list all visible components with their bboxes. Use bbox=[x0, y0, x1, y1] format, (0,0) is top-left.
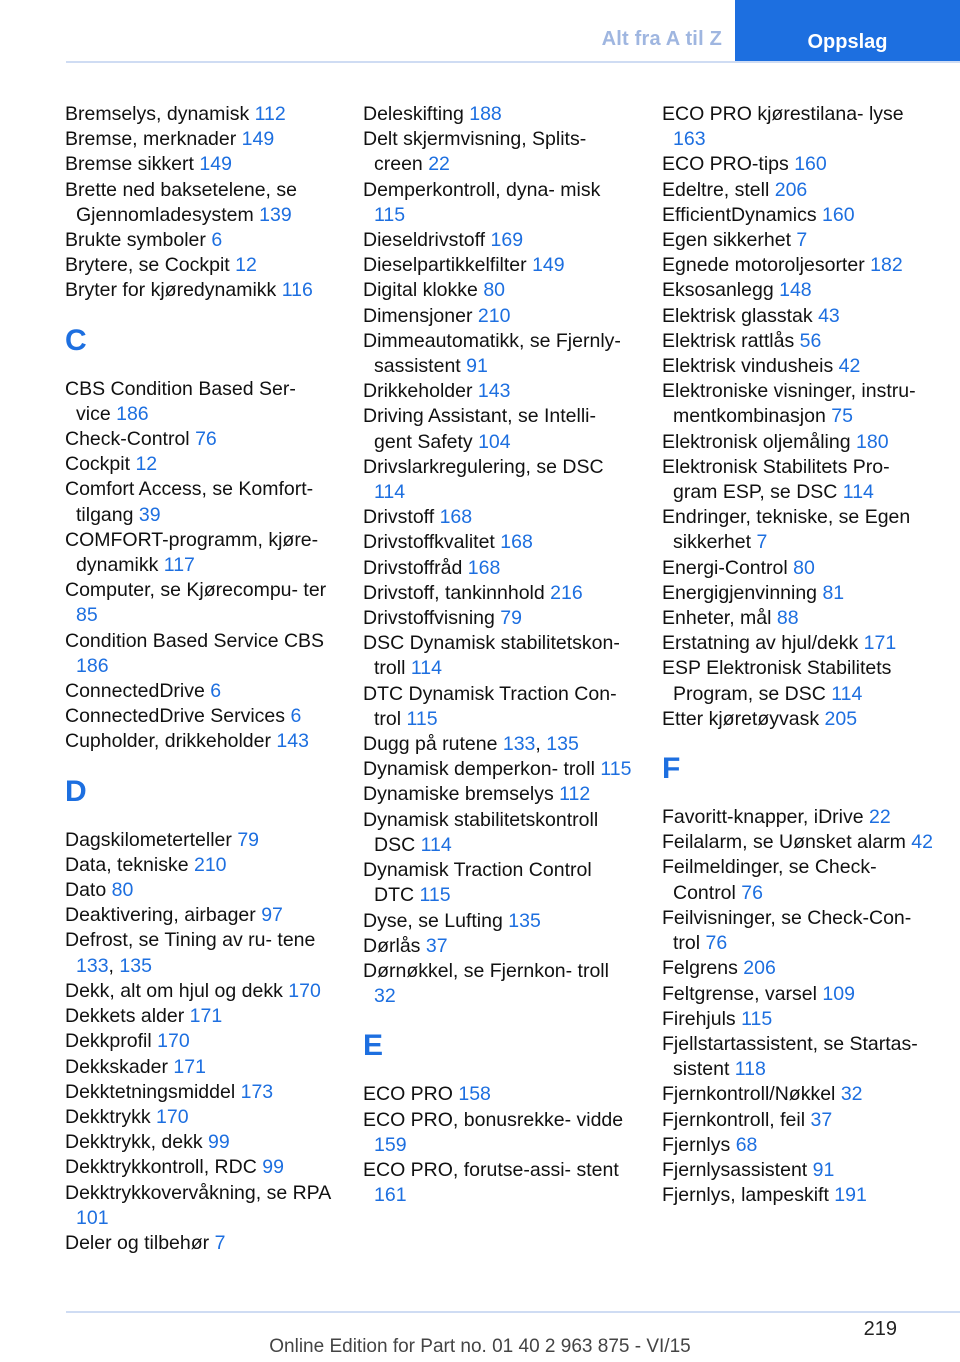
page-reference-link[interactable]: 210 bbox=[477, 304, 511, 327]
page-reference-link[interactable]: 168 bbox=[439, 506, 473, 529]
page-reference-link[interactable]: 186 bbox=[116, 402, 149, 425]
index-term: Elektronisk Stabilitets Pro‐ gram ESP, se DSC bbox=[662, 455, 890, 504]
index-term: Dimmeautomatikk, se Fjernly‐ sassistent bbox=[363, 329, 621, 378]
index-term: Fjernkontroll/Nøkkel bbox=[662, 1083, 836, 1106]
index-entry bbox=[662, 1158, 934, 1183]
page-reference-link[interactable]: 133 bbox=[502, 733, 536, 756]
page-reference-link[interactable]: 76 bbox=[195, 428, 217, 451]
page-reference-link[interactable]: 81 bbox=[822, 581, 845, 604]
index-entry bbox=[65, 278, 335, 303]
index-entry bbox=[65, 102, 335, 127]
index-term: Feilalarm, se Uønsket alarm bbox=[662, 831, 906, 854]
page-reference-link[interactable]: 161 bbox=[374, 1184, 407, 1207]
page-reference-link[interactable]: 168 bbox=[500, 531, 533, 554]
index-entry bbox=[662, 606, 934, 631]
index-entry bbox=[662, 203, 934, 228]
page-reference-link[interactable]: 80 bbox=[793, 556, 815, 579]
index-entry: Defrost, se Tining av ru‐ tene 133, 135 bbox=[65, 929, 316, 977]
page-reference-link[interactable]: 68 bbox=[735, 1133, 758, 1156]
page-reference-link[interactable]: 159 bbox=[374, 1133, 407, 1156]
index-term: Enheter, mål bbox=[662, 607, 772, 630]
page-reference-link[interactable]: 56 bbox=[799, 329, 822, 352]
page-reference-link[interactable]: 99 bbox=[208, 1131, 230, 1154]
index-entry bbox=[363, 178, 633, 228]
page-reference-link[interactable]: 12 bbox=[235, 254, 257, 277]
index-entry bbox=[363, 127, 633, 177]
index-term: Delt skjermvisning, Splits‐ creen bbox=[363, 128, 587, 176]
page-reference-link[interactable]: 148 bbox=[779, 279, 812, 302]
index-entry bbox=[363, 934, 633, 959]
page-reference-link[interactable]: 180 bbox=[856, 430, 889, 453]
page-reference-link[interactable]: 114 bbox=[374, 481, 406, 504]
index-entry bbox=[662, 430, 934, 455]
index-entry bbox=[662, 505, 934, 555]
index-entry bbox=[363, 682, 633, 732]
index-term: Deler og tilbehør bbox=[65, 1231, 210, 1254]
page-reference-link[interactable]: 216 bbox=[550, 581, 583, 604]
page-reference-link[interactable]: 160 bbox=[794, 153, 827, 176]
section-title: Alt fra A til Z bbox=[601, 28, 722, 50]
index-term: Brukte symboler bbox=[65, 229, 206, 252]
index-term: Digital klokke bbox=[363, 279, 478, 302]
index-entry bbox=[65, 878, 335, 903]
index-term: Dynamisk demperkon‐ troll bbox=[363, 758, 595, 781]
index-term: Dekkprofil bbox=[65, 1030, 152, 1053]
index-term: Drivstoffvisning bbox=[363, 607, 495, 630]
page-reference-link[interactable]: 37 bbox=[425, 934, 448, 957]
page-reference-link[interactable]: 115 bbox=[406, 707, 438, 730]
page-reference-link[interactable]: 149 bbox=[241, 128, 275, 151]
page-reference-link[interactable]: 6 bbox=[290, 705, 302, 728]
index-term: Dynamiske bremselys bbox=[363, 783, 554, 806]
page-reference-link[interactable]: 7 bbox=[796, 229, 808, 252]
index-term: ECO PRO kjørestilana‐ lyse bbox=[662, 103, 904, 125]
page-reference-link[interactable]: 118 bbox=[734, 1058, 766, 1081]
page-reference-link[interactable]: 104 bbox=[478, 430, 511, 453]
page-reference-link[interactable]: 114 bbox=[410, 657, 442, 680]
page-reference-link[interactable]: 170 bbox=[288, 979, 321, 1002]
page-header bbox=[0, 0, 960, 62]
index-entry bbox=[662, 1007, 934, 1032]
index-term: Dimensjoner bbox=[363, 304, 473, 327]
page-reference-link[interactable]: 171 bbox=[189, 1005, 223, 1028]
page-reference-link[interactable]: 91 bbox=[812, 1158, 835, 1181]
page-number: 219 bbox=[863, 1318, 897, 1340]
index-term: Etter kjøretøyvask bbox=[662, 707, 820, 730]
index-term: Dekktrykkovervåkning, se RPA bbox=[65, 1181, 331, 1204]
index-entry bbox=[65, 853, 335, 878]
index-entry bbox=[363, 782, 633, 807]
index-term: Bremse, merknader bbox=[65, 128, 237, 151]
page-reference-link[interactable]: 22 bbox=[869, 806, 891, 829]
chapter-tab[interactable]: Oppslag bbox=[735, 0, 960, 62]
index-term: Feilvisninger, se Check-Con‐ trol bbox=[662, 906, 912, 955]
page-reference-link[interactable]: 99 bbox=[262, 1156, 284, 1179]
index-entry bbox=[65, 178, 335, 228]
index-term: Drivstoffråd bbox=[363, 556, 463, 579]
index-term: ECO PRO-tips bbox=[662, 153, 789, 176]
page-reference-link[interactable]: 163 bbox=[673, 128, 706, 151]
index-term: Fjellstartassistent, se Startas‐ sistent bbox=[662, 1032, 918, 1081]
index-entry bbox=[363, 1082, 633, 1107]
index-term: Drivstoff bbox=[363, 506, 435, 529]
page-reference-link[interactable]: 114 bbox=[831, 682, 863, 705]
page-reference-link[interactable]: 210 bbox=[193, 853, 227, 876]
page-reference-link[interactable]: 79 bbox=[500, 607, 522, 630]
page-reference-link[interactable]: 186 bbox=[76, 654, 109, 677]
index-entry bbox=[65, 1105, 335, 1130]
index-column-3 bbox=[662, 102, 934, 1208]
index-entry bbox=[65, 1155, 335, 1180]
index-term: Endringer, tekniske, se Egen sikkerhet bbox=[662, 506, 911, 554]
index-term: ECO PRO, forutse-assi‐ stent bbox=[363, 1158, 619, 1181]
index-term: DSC Dynamisk stabilitetskon‐ troll bbox=[363, 632, 620, 680]
page-reference-link[interactable]: 116 bbox=[281, 279, 313, 302]
index-term: Dieselpartikkelfilter bbox=[363, 254, 527, 277]
index-entry bbox=[65, 903, 335, 928]
index-entry bbox=[363, 404, 633, 454]
page-reference-link[interactable]: 42 bbox=[911, 831, 933, 854]
index-entry bbox=[662, 455, 934, 505]
index-term: Dørnøkkel, se Fjernkon‐ troll bbox=[363, 959, 609, 982]
index-entry bbox=[662, 956, 934, 981]
index-term: Dekk, alt om hjul og dekk bbox=[65, 979, 283, 1002]
page-reference-link[interactable]: 12 bbox=[135, 453, 158, 476]
page-reference-link[interactable]: 112 bbox=[559, 783, 591, 806]
index-term: Comfort Access, se Komfort‐ tilgang bbox=[65, 478, 314, 526]
index-column-1 bbox=[65, 102, 335, 1256]
index-letter-heading: C bbox=[65, 323, 87, 357]
page-reference-link[interactable]: 22 bbox=[428, 153, 450, 176]
index-term: Driving Assistant, se Intelli‐ gent Safety bbox=[363, 405, 597, 453]
index-term: EfficientDynamics bbox=[662, 203, 817, 226]
index-entry bbox=[363, 329, 633, 379]
page-reference-link[interactable]: 115 bbox=[374, 203, 406, 226]
index-entry bbox=[662, 982, 934, 1007]
page-reference-link[interactable]: 43 bbox=[818, 304, 840, 327]
index-entry bbox=[363, 1108, 633, 1158]
page-reference-link[interactable]: 80 bbox=[483, 279, 506, 302]
index-entry bbox=[662, 1108, 934, 1133]
index-term: Elektroniske visninger, instru‐ mentkombinasjon bbox=[662, 380, 916, 428]
header-divider bbox=[66, 61, 960, 63]
index-term: Fjernlysassistent bbox=[662, 1158, 808, 1181]
index-entry bbox=[65, 253, 335, 278]
index-term: Dyse, se Lufting bbox=[363, 909, 503, 932]
index-term: Defrost, se Tining av ru‐ tene bbox=[65, 929, 316, 952]
index-term: Dieseldrivstoff bbox=[363, 229, 486, 252]
edition-footer: Online Edition for Part no. 01 40 2 963 875 - VI/15 bbox=[269, 1336, 691, 1357]
index-term: Elektrisk glasstak bbox=[662, 304, 813, 327]
index-entry bbox=[363, 581, 633, 606]
page-reference-link[interactable]: 115 bbox=[600, 758, 632, 781]
index-entry bbox=[65, 729, 335, 754]
index-entry bbox=[65, 1055, 335, 1080]
index-entry bbox=[363, 102, 633, 127]
index-entry bbox=[65, 377, 335, 427]
index-term: Eksosanlegg bbox=[662, 279, 774, 302]
index-term: Fjernkontroll, feil bbox=[662, 1108, 806, 1131]
page-reference-link[interactable]: 135 bbox=[546, 733, 579, 756]
index-entry bbox=[363, 253, 633, 278]
page-reference-link[interactable]: 168 bbox=[467, 556, 501, 579]
page-reference-link[interactable]: 80 bbox=[111, 879, 134, 902]
index-term: Elektrisk vindusheis bbox=[662, 355, 834, 378]
index-term: Dynamisk stabilitetskontroll DSC bbox=[363, 808, 599, 856]
index-entry bbox=[65, 127, 335, 152]
index-letter-heading: D bbox=[65, 774, 87, 808]
index-entry bbox=[363, 808, 633, 858]
index-entry bbox=[662, 656, 934, 706]
page-reference-link[interactable]: 32 bbox=[374, 985, 396, 1008]
index-term: Egen sikkerhet bbox=[662, 229, 791, 252]
index-term: DTC Dynamisk Traction Con‐ trol bbox=[363, 682, 617, 730]
index-entry bbox=[363, 959, 633, 1009]
footer-divider bbox=[66, 1311, 960, 1313]
index-letter-heading: F bbox=[662, 752, 681, 786]
index-entry bbox=[363, 556, 633, 581]
page-reference-link[interactable]: 135 bbox=[508, 909, 541, 932]
index-term: Dagskilometerteller bbox=[65, 828, 232, 851]
index-entry bbox=[662, 178, 934, 203]
index-term: Brette ned baksetelene, se Gjennomladesystem bbox=[65, 178, 297, 226]
page-reference-link[interactable]: 76 bbox=[741, 881, 763, 904]
index-entry bbox=[65, 152, 335, 177]
index-term: Elektrisk rattlås bbox=[662, 329, 795, 352]
page-reference-link[interactable]: 117 bbox=[163, 554, 195, 577]
index-entry bbox=[65, 629, 335, 679]
index-term: Dekkskader bbox=[65, 1055, 168, 1078]
index-term: Feltgrense, varsel bbox=[662, 982, 817, 1005]
index-term: Feilmeldinger, se Check- Control bbox=[662, 856, 877, 904]
index-term: Cupholder, drikkeholder bbox=[65, 730, 271, 753]
page-reference-link[interactable]: 170 bbox=[157, 1030, 190, 1053]
page-reference-link[interactable]: 169 bbox=[490, 229, 524, 252]
index-entry bbox=[65, 477, 335, 527]
index-entry bbox=[65, 679, 335, 704]
page-reference-link[interactable]: 115 bbox=[419, 884, 451, 907]
page-reference-link[interactable]: 191 bbox=[834, 1184, 867, 1207]
index-term: Computer, se Kjørecompu‐ ter bbox=[65, 579, 327, 602]
page-reference-link[interactable]: 158 bbox=[458, 1083, 491, 1106]
page-reference-link[interactable]: 91 bbox=[466, 355, 488, 378]
page-reference-link[interactable]: 149 bbox=[532, 254, 565, 277]
page-reference-link[interactable]: 135 bbox=[119, 954, 152, 977]
index-term: ECO PRO bbox=[363, 1083, 453, 1106]
index-entry bbox=[662, 304, 934, 329]
index-term: Dekktrykk, dekk bbox=[65, 1131, 203, 1154]
index-term: COMFORT-programm, kjøre‐ dynamikk bbox=[65, 528, 319, 577]
index-entry bbox=[65, 1130, 335, 1155]
index-term: Firehjuls bbox=[662, 1007, 736, 1030]
index-entry bbox=[662, 855, 934, 905]
page-reference-link[interactable]: 112 bbox=[254, 103, 286, 125]
index-entry bbox=[363, 379, 633, 404]
page-reference-link[interactable]: 188 bbox=[469, 103, 502, 125]
index-term: Dekktetningsmiddel bbox=[65, 1080, 236, 1103]
page-reference-link[interactable]: 115 bbox=[741, 1007, 773, 1030]
index-term: Bremselys, dynamisk bbox=[65, 103, 250, 125]
page-reference-link[interactable]: 171 bbox=[863, 632, 897, 655]
index-entry bbox=[662, 631, 934, 656]
index-entry bbox=[65, 528, 335, 578]
index-entry bbox=[363, 304, 633, 329]
index-term: Egnede motoroljesorter bbox=[662, 254, 865, 277]
page-reference-link[interactable]: 37 bbox=[810, 1108, 833, 1131]
index-term: Drikkeholder bbox=[363, 380, 473, 403]
index-term: Drivslarkregulering, se DSC bbox=[363, 455, 604, 478]
page-reference-link[interactable]: 7 bbox=[756, 531, 768, 554]
index-entry bbox=[662, 581, 934, 606]
page-reference-link[interactable]: 85 bbox=[76, 604, 98, 627]
page-reference-link[interactable]: 205 bbox=[824, 707, 858, 730]
index-term: Dynamisk Traction Control DTC bbox=[363, 859, 592, 907]
page-reference-link[interactable]: 114 bbox=[420, 833, 452, 856]
page-reference-link[interactable]: 79 bbox=[237, 828, 260, 851]
index-term: Data, tekniske bbox=[65, 853, 189, 876]
page-reference-link[interactable]: 97 bbox=[261, 904, 283, 927]
index-entry bbox=[662, 906, 934, 956]
index-entry bbox=[363, 278, 633, 303]
index-entry bbox=[662, 805, 934, 830]
page-reference-link[interactable]: 206 bbox=[743, 957, 776, 980]
index-term: Fjernlys bbox=[662, 1133, 731, 1156]
page-reference-link[interactable]: 7 bbox=[214, 1231, 226, 1254]
index-term: Drivstoff, tankinnhold bbox=[363, 581, 545, 604]
page-reference-link[interactable]: 171 bbox=[173, 1055, 206, 1078]
page-reference-link[interactable]: 143 bbox=[477, 380, 511, 403]
index-entry bbox=[662, 152, 934, 177]
index-column-2 bbox=[363, 102, 633, 1208]
index-entry bbox=[363, 606, 633, 631]
page-reference-link[interactable]: 133 bbox=[76, 954, 109, 977]
index-entry bbox=[363, 455, 633, 505]
index-term: ECO PRO, bonusrekke‐ vidde bbox=[363, 1108, 624, 1131]
page-reference-link[interactable]: 182 bbox=[870, 254, 903, 277]
page-reference-link[interactable]: 143 bbox=[276, 730, 309, 753]
index-letter-heading: E bbox=[363, 1029, 384, 1063]
page-reference-link[interactable]: 170 bbox=[156, 1105, 189, 1128]
page-reference-link[interactable]: 109 bbox=[822, 982, 855, 1005]
index-term: ConnectedDrive bbox=[65, 680, 205, 703]
index-term: Fjernlys, lampeskift bbox=[662, 1184, 829, 1207]
index-term: Dugg på rutene bbox=[363, 733, 498, 756]
page-reference-link[interactable]: 88 bbox=[776, 607, 799, 630]
index-term: ESP Elektronisk Stabilitets Program, se DSC bbox=[662, 657, 892, 705]
index-entry bbox=[65, 704, 335, 729]
index-entry bbox=[65, 1181, 335, 1231]
index-term: Energigjenvinning bbox=[662, 581, 818, 604]
index-entry bbox=[363, 757, 633, 782]
index-term: Demperkontroll, dyna‐ misk bbox=[363, 178, 601, 201]
index-entry bbox=[662, 278, 934, 303]
index-entry bbox=[662, 379, 934, 429]
index-term: Condition Based Service CBS bbox=[65, 629, 325, 652]
page-reference-link[interactable]: 139 bbox=[259, 203, 292, 226]
page-reference-link[interactable]: 75 bbox=[831, 405, 853, 428]
page-reference-link[interactable]: 173 bbox=[240, 1080, 274, 1103]
index-entry bbox=[363, 909, 633, 934]
page-reference-link[interactable]: 39 bbox=[138, 503, 161, 526]
page-reference-link[interactable]: 149 bbox=[199, 153, 232, 176]
index-entry bbox=[662, 707, 934, 732]
index-term: ConnectedDrive Services bbox=[65, 705, 286, 728]
index-term: Dekkets alder bbox=[65, 1005, 185, 1028]
index-term: Deaktivering, airbager bbox=[65, 904, 256, 927]
index-entry bbox=[65, 828, 335, 853]
index-term: Dato bbox=[65, 879, 107, 902]
index-term: Bryter for kjøredynamikk bbox=[65, 279, 277, 302]
index-term: Dørlås bbox=[363, 934, 421, 957]
index-entry bbox=[662, 1032, 934, 1082]
index-entry bbox=[65, 578, 335, 628]
index-entry bbox=[65, 1004, 335, 1029]
index-term: CBS Condition Based Ser‐ vice bbox=[65, 377, 296, 425]
page-reference-link[interactable]: 76 bbox=[705, 932, 728, 955]
page-reference-link[interactable]: 42 bbox=[838, 355, 861, 378]
index-term: Deleskifting bbox=[363, 103, 464, 125]
index-entry bbox=[363, 1158, 633, 1208]
index-entry bbox=[363, 530, 633, 555]
index-entry: Dugg på rutene 133, 135 bbox=[363, 733, 579, 756]
index-entry bbox=[65, 1080, 335, 1105]
index-term: Bremse sikkert bbox=[65, 153, 194, 176]
index-term: Edeltre, stell bbox=[662, 178, 770, 201]
index-entry bbox=[662, 1133, 934, 1158]
page-reference-link[interactable]: 32 bbox=[840, 1083, 863, 1106]
index-term: Brytere, se Cockpit bbox=[65, 254, 230, 277]
index-entry bbox=[363, 505, 633, 530]
index-term: Energi-Control bbox=[662, 556, 788, 579]
index-entry bbox=[662, 556, 934, 581]
index-entry bbox=[65, 452, 335, 477]
index-entry bbox=[363, 858, 633, 908]
index-term: Cockpit bbox=[65, 453, 131, 476]
index-entry bbox=[662, 354, 934, 379]
index-term: Check-Control bbox=[65, 428, 190, 451]
index-entry bbox=[65, 228, 335, 253]
index-entry bbox=[662, 253, 934, 278]
index-term: Erstatning av hjul/dekk bbox=[662, 632, 859, 655]
index-term: Elektronisk oljemåling bbox=[662, 430, 851, 453]
index-entry bbox=[662, 102, 934, 152]
page-reference-link[interactable]: 101 bbox=[76, 1206, 109, 1229]
page-reference-link[interactable]: 6 bbox=[210, 680, 222, 703]
index-entry bbox=[65, 1029, 335, 1054]
index-entry bbox=[662, 1183, 934, 1208]
index-entry bbox=[65, 427, 335, 452]
index-entry bbox=[662, 329, 934, 354]
page-reference-link[interactable]: 206 bbox=[774, 178, 808, 201]
index-entry bbox=[662, 1082, 934, 1107]
index-entry bbox=[662, 228, 934, 253]
index-entry bbox=[65, 979, 335, 1004]
index-entry bbox=[662, 830, 934, 855]
index-term: Drivstoffkvalitet bbox=[363, 531, 495, 554]
index-term: Dekktrykkontroll, RDC bbox=[65, 1156, 257, 1179]
index-entry bbox=[65, 1231, 335, 1256]
page-reference-link[interactable]: 160 bbox=[822, 203, 855, 226]
index-entry bbox=[363, 228, 633, 253]
index-term: Favoritt-knapper, iDrive bbox=[662, 806, 864, 829]
index-entry bbox=[363, 631, 633, 681]
index-term: Dekktrykk bbox=[65, 1105, 151, 1128]
index-term: Felgrens bbox=[662, 957, 738, 980]
page-reference-link[interactable]: 114 bbox=[842, 481, 874, 504]
page-reference-link[interactable]: 6 bbox=[211, 229, 223, 252]
